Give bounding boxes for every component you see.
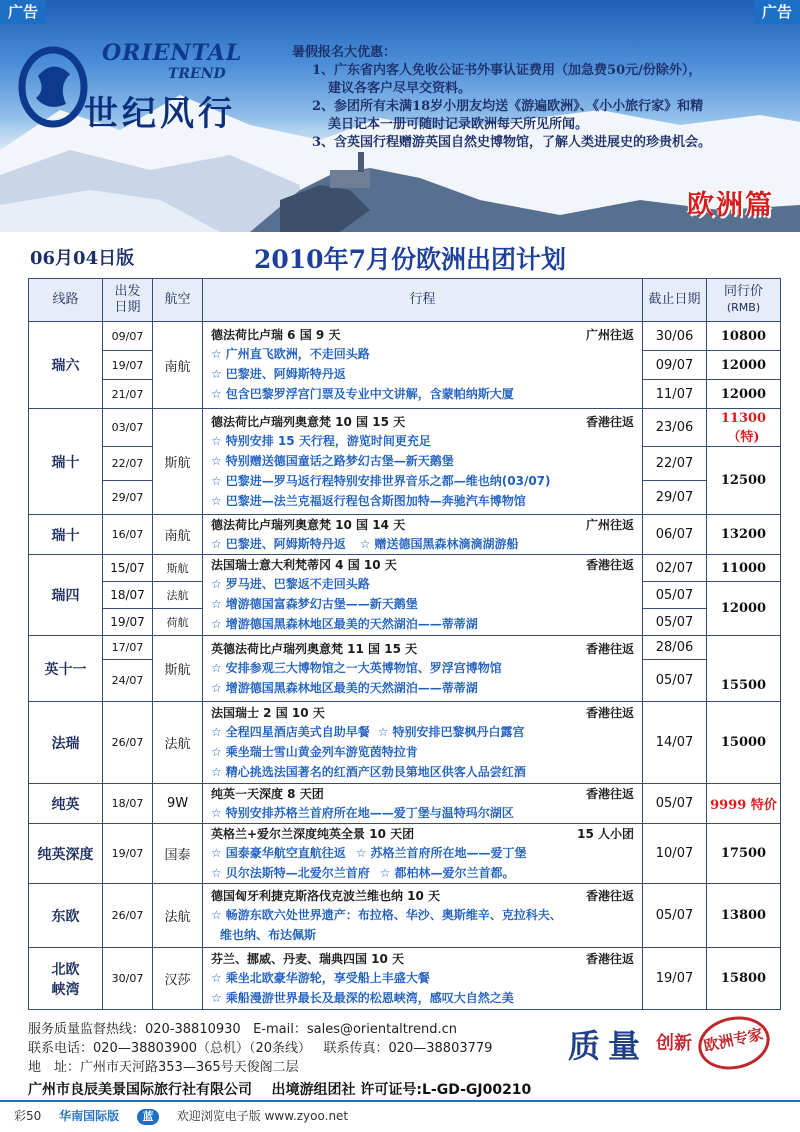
cutoff-cell: 23/06 (643, 409, 707, 447)
edition-badge: 蓝 (137, 1109, 159, 1125)
itinerary-line: 苏格兰首府所在地——爱丁堡 (370, 845, 527, 860)
itinerary-line: 巴黎进—罗马返行程特别安排世界音乐之都—维也纳(03/07) (225, 473, 551, 488)
route-cell: 北欧 峡湾 (29, 948, 103, 1010)
table-row (29, 948, 781, 1010)
header-price: 同行价 (RMB) (707, 279, 781, 322)
hero-banner (0, 0, 800, 232)
date-cell: 15/07 (103, 555, 153, 582)
star-icon: ☆ (211, 453, 222, 468)
promo-notice (292, 44, 792, 152)
itinerary-line: 巴黎进、阿姆斯特丹返 (225, 536, 346, 551)
itinerary-line: 精心挑选法国著名的红酒产区勃艮第地区供客人品尝红酒 (225, 764, 526, 779)
date-cell: 30/07 (103, 948, 153, 1010)
star-icon: ☆ (211, 805, 222, 820)
cutoff-cell: 02/07 (643, 555, 707, 582)
notice-item-1-cont: 建议各客户尽早交资料。 (328, 81, 472, 96)
price-cell: 13800 (707, 884, 781, 948)
airline-cell: 荷航 (153, 609, 203, 636)
airline-cell: 汉莎 (153, 948, 203, 1010)
airline-cell: 斯航 (153, 636, 203, 702)
slogan-big: 质量 (568, 1027, 649, 1065)
date-cell: 24/07 (103, 660, 153, 702)
itinerary-line: 增游德国黑森林地区最美的天然湖泊——蒂蒂湖 (225, 680, 478, 695)
cutoff-cell: 10/07 (643, 824, 707, 884)
itinerary-line: 维也纳、布达佩斯 (220, 927, 317, 942)
price-cell: 9999 特价 (707, 784, 781, 824)
itinerary-cell (203, 636, 643, 702)
itinerary-port: 香港往返 (585, 705, 634, 720)
itinerary-line: 乘坐北欧豪华游轮，享受船上丰盛大餐 (225, 970, 430, 985)
star-icon: ☆ (211, 597, 222, 611)
header-airline: 航空 (153, 279, 203, 322)
slogan-small: 创新 (656, 1033, 692, 1054)
itinerary-port: 香港往返 (585, 786, 634, 801)
star-icon: ☆ (211, 724, 222, 739)
cutoff-cell: 19/07 (643, 948, 707, 1010)
star-icon: ☆ (211, 493, 222, 508)
table-row (29, 702, 781, 784)
company-logo (18, 36, 258, 166)
table-row (29, 884, 781, 948)
itinerary-title: 纯英一天深度 8 天团 (211, 786, 324, 801)
itinerary-line: 赠送德国黑森林滴滴湖游船 (374, 536, 519, 551)
email-link[interactable]: E-mail：sales@orientaltrend.cn (253, 1022, 457, 1037)
itinerary-line: 特别赠送德国童话之路梦幻古堡—新天鹅堡 (225, 453, 454, 468)
route-cell: 瑞四 (29, 555, 103, 636)
star-icon: ☆ (211, 617, 222, 631)
date-cell: 21/07 (103, 380, 153, 409)
itinerary-port: 香港往返 (585, 951, 634, 966)
cutoff-cell: 05/07 (643, 582, 707, 609)
itinerary-line: 都柏林—爱尔兰首都。 (394, 865, 515, 880)
route-cell: 东欧 (29, 884, 103, 948)
itinerary-port: 香港往返 (585, 558, 634, 572)
date-cell: 26/07 (103, 702, 153, 784)
route-cell: 纯英 (29, 784, 103, 824)
itinerary-cell (203, 702, 643, 784)
cutoff-cell: 05/07 (643, 784, 707, 824)
itinerary-line: 乘坐瑞士雪山黄金列车游览茵特拉肯 (225, 744, 418, 759)
route-cell: 英十一 (29, 636, 103, 702)
star-icon: ☆ (211, 473, 222, 488)
page-title: 2010年7月份欧洲出团计划 (254, 245, 566, 274)
table-row (29, 636, 781, 660)
table-row (29, 824, 781, 884)
itinerary-line: 增游德国富森梦幻古堡——新天鹅堡 (225, 597, 418, 611)
itinerary-title: 德国匈牙利捷克斯洛伐克波兰维也纳 10 天 (211, 888, 441, 903)
star-icon: ☆ (211, 907, 222, 922)
itinerary-port: 香港往返 (585, 414, 634, 429)
star-icon: ☆ (211, 845, 222, 860)
price-cell: 15500 (707, 636, 781, 702)
cutoff-cell: 05/07 (643, 609, 707, 636)
star-icon: ☆ (359, 536, 371, 551)
itinerary-line: 巴黎进—法兰克福返行程包含斯图加特—奔驰汽车博物馆 (225, 493, 526, 508)
itinerary-title: 德法荷比卢瑞 6 国 9 天 (211, 328, 341, 342)
itinerary-line: 畅游东欧六处世界遗产：布拉格、华沙、奥斯维辛、克拉科夫、 (225, 907, 562, 922)
airline-cell: 斯航 (153, 409, 203, 515)
star-icon: ☆ (377, 724, 389, 739)
cutoff-cell: 28/06 (643, 636, 707, 660)
table-row (29, 515, 781, 555)
airline-cell: 南航 (153, 322, 203, 409)
itinerary-line: 特别安排巴黎枫丹白露宫 (392, 724, 525, 739)
date-cell: 09/07 (103, 322, 153, 351)
itinerary-line: 增游德国黑森林地区最美的天然湖泊——蒂蒂湖 (225, 617, 478, 631)
header-route: 线路 (29, 279, 103, 322)
itinerary-title: 芬兰、挪威、丹麦、瑞典四国 10 天 (211, 951, 405, 966)
cutoff-cell: 09/07 (643, 351, 707, 380)
route-cell: 瑞十 (29, 515, 103, 555)
price-cell: 12000 (707, 380, 781, 409)
website-link[interactable]: 欢迎浏览电子版 www.zyoo.net (176, 1109, 349, 1123)
price-cell: 12500 (707, 447, 781, 515)
itinerary-title: 英德法荷比卢瑞列奥意梵 11 国 15 天 (211, 641, 418, 656)
star-icon: ☆ (211, 536, 222, 551)
date-cell: 18/07 (103, 582, 153, 609)
table-row (29, 322, 781, 351)
cutoff-cell: 22/07 (643, 447, 707, 481)
itinerary-cell (203, 555, 643, 636)
section-label: 欧洲篇 (687, 190, 774, 221)
airline-cell: 斯航 (153, 555, 203, 582)
bottom-bar (0, 1100, 800, 1132)
logo-english-1: ORIENTAL (102, 40, 243, 66)
date-cell: 16/07 (103, 515, 153, 555)
price-cell: 17500 (707, 824, 781, 884)
itinerary-title: 法国瑞士 2 国 10 天 (211, 705, 325, 720)
itinerary-title: 德法荷比卢瑞列奥意梵 10 国 14 天 (211, 517, 406, 532)
notice-item-2-cont: 美日记本一册可随时记录欧洲每天所见所闻。 (328, 117, 589, 132)
cutoff-cell: 30/06 (643, 322, 707, 351)
logo-chinese: 世纪风行 (84, 94, 236, 134)
page-number: 彩50 (14, 1109, 42, 1123)
itinerary-port: 香港往返 (585, 888, 634, 903)
phone-text: 联系电话：020—38803900（总机）（20条线） (28, 1041, 312, 1056)
route-cell: 纯英深度 (29, 824, 103, 884)
route-cell: 瑞十 (29, 409, 103, 515)
itinerary-cell (203, 515, 643, 555)
star-icon: ☆ (211, 367, 222, 381)
itinerary-title: 法国瑞士意大利梵蒂冈 4 国 10 天 (211, 558, 397, 572)
price-cell: 15000 (707, 702, 781, 784)
price-cell: 12000 (707, 582, 781, 636)
airline-cell: 法航 (153, 702, 203, 784)
header-date: 出发 日期 (103, 279, 153, 322)
itinerary-cell (203, 884, 643, 948)
cutoff-cell: 11/07 (643, 380, 707, 409)
star-icon: ☆ (211, 433, 222, 448)
itinerary-line: 特别安排 15 天行程，游览时间更充足 (225, 433, 431, 448)
itinerary-title: 英格兰+爱尔兰深度纯英全景 10 天团 (211, 826, 415, 841)
cutoff-cell: 29/07 (643, 481, 707, 515)
company-name: 广州市良辰美景国际旅行社有限公司 (28, 1082, 252, 1098)
address-text: 地 址：广州市天河路353—365号天俊阁二层 (28, 1060, 299, 1075)
airline-cell: 南航 (153, 515, 203, 555)
cutoff-cell: 05/07 (643, 884, 707, 948)
itinerary-line: 全程四星酒店美式自助早餐 (225, 724, 370, 739)
edition-name: 华南国际版 (59, 1109, 120, 1123)
route-cell: 瑞六 (29, 322, 103, 409)
star-icon: ☆ (211, 347, 222, 361)
itinerary-cell (203, 784, 643, 824)
logo-emblem-icon (18, 46, 88, 128)
logo-english-2: TREND (168, 66, 226, 82)
star-icon: ☆ (211, 660, 222, 675)
fax-text: 联系传真：020—38803779 (323, 1041, 493, 1056)
itinerary-line: 罗马进、巴黎返不走回头路 (225, 577, 370, 591)
date-cell: 17/07 (103, 636, 153, 660)
table-row (29, 784, 781, 824)
itinerary-line: 乘船漫游世界最长及最深的松恩峡湾，感叹大自然之美 (225, 990, 514, 1005)
itinerary-line: 巴黎进、阿姆斯特丹返 (225, 367, 346, 381)
itinerary-cell (203, 409, 643, 515)
header-cutoff: 截止日期 (643, 279, 707, 322)
itinerary-title: 德法荷比卢瑞列奥意梵 10 国 15 天 (211, 414, 406, 429)
cutoff-cell: 14/07 (643, 702, 707, 784)
star-icon: ☆ (211, 387, 222, 401)
hotline-text: 服务质量监督热线：020-38810930 (28, 1022, 241, 1037)
star-icon: ☆ (211, 744, 222, 759)
ad-tag-right: 广告 (754, 0, 800, 24)
notice-item-3: 3、含英国行程赠游英国自然史博物馆，了解人类进展史的珍贵机会。 (312, 135, 712, 150)
ad-tag-left: 广告 (0, 0, 46, 24)
itinerary-port: 15 人小团 (577, 826, 634, 841)
quality-slogan (548, 1015, 788, 1075)
route-cell: 法瑞 (29, 702, 103, 784)
table-row (29, 409, 781, 447)
date-cell: 26/07 (103, 884, 153, 948)
notice-item-1: 1、广东省内客人免收公证书外事认证费用（加急费50元/份除外）， (312, 63, 702, 78)
star-icon: ☆ (211, 764, 222, 779)
itinerary-cell (203, 322, 643, 409)
date-cell: 29/07 (103, 481, 153, 515)
price-cell: 13200 (707, 515, 781, 555)
tour-schedule-table (28, 278, 781, 1010)
airline-cell: 法航 (153, 582, 203, 609)
itinerary-line: 特别安排苏格兰首府所在地——爱丁堡与温特玛尔湖区 (225, 805, 514, 820)
itinerary-cell (203, 824, 643, 884)
cutoff-cell: 06/07 (643, 515, 707, 555)
star-icon: ☆ (379, 865, 391, 880)
table-header-row (29, 279, 781, 322)
star-icon: ☆ (211, 990, 222, 1005)
price-cell: 10800 (707, 322, 781, 351)
cutoff-cell: 05/07 (643, 660, 707, 702)
date-cell: 19/07 (103, 351, 153, 380)
itinerary-port: 广州往返 (585, 328, 634, 342)
itinerary-line: 广州直飞欧洲，不走回头路 (225, 347, 370, 361)
itinerary-line: 国泰豪华航空直航往返 (225, 845, 346, 860)
itinerary-cell (203, 948, 643, 1010)
itinerary-port: 香港往返 (585, 641, 634, 656)
price-cell: 15800 (707, 948, 781, 1010)
star-icon: ☆ (211, 970, 222, 985)
license-text: 出境游组团社 许可证号:L-GD-GJ00210 (271, 1082, 532, 1098)
star-icon: ☆ (211, 577, 222, 591)
date-cell: 19/07 (103, 824, 153, 884)
airline-cell: 国泰 (153, 824, 203, 884)
date-cell: 22/07 (103, 447, 153, 481)
price-cell: 12000 (707, 351, 781, 380)
airline-cell: 9W (153, 784, 203, 824)
table-row (29, 555, 781, 582)
itinerary-line: 贝尔法斯特—北爱尔兰首府 (225, 865, 370, 880)
star-icon: ☆ (211, 680, 222, 695)
price-cell: 11000 (707, 555, 781, 582)
airline-cell: 法航 (153, 884, 203, 948)
star-icon: ☆ (355, 845, 367, 860)
itinerary-line: 安排参观三大博物馆之一大英博物馆、罗浮宫博物馆 (225, 660, 502, 675)
price-cell: 11300（特) (707, 409, 781, 447)
star-icon: ☆ (211, 865, 222, 880)
notice-title: 暑假报名大优惠： (292, 45, 397, 60)
edition-label: 06月04日版 (30, 248, 135, 269)
date-cell: 18/07 (103, 784, 153, 824)
date-cell: 19/07 (103, 609, 153, 636)
date-cell: 03/07 (103, 409, 153, 447)
header-itinerary: 行程 (203, 279, 643, 322)
itinerary-port: 广州往返 (585, 517, 634, 532)
notice-item-2: 2、参团所有未满18岁小朋友均送《游遍欧洲》、《小小旅行家》和精 (312, 99, 704, 114)
itinerary-line: 包含巴黎罗浮宫门票及专业中文讲解，含蒙帕纳斯大厦 (225, 387, 514, 401)
europe-expert-stamp: 欧洲专家 (693, 1010, 774, 1076)
